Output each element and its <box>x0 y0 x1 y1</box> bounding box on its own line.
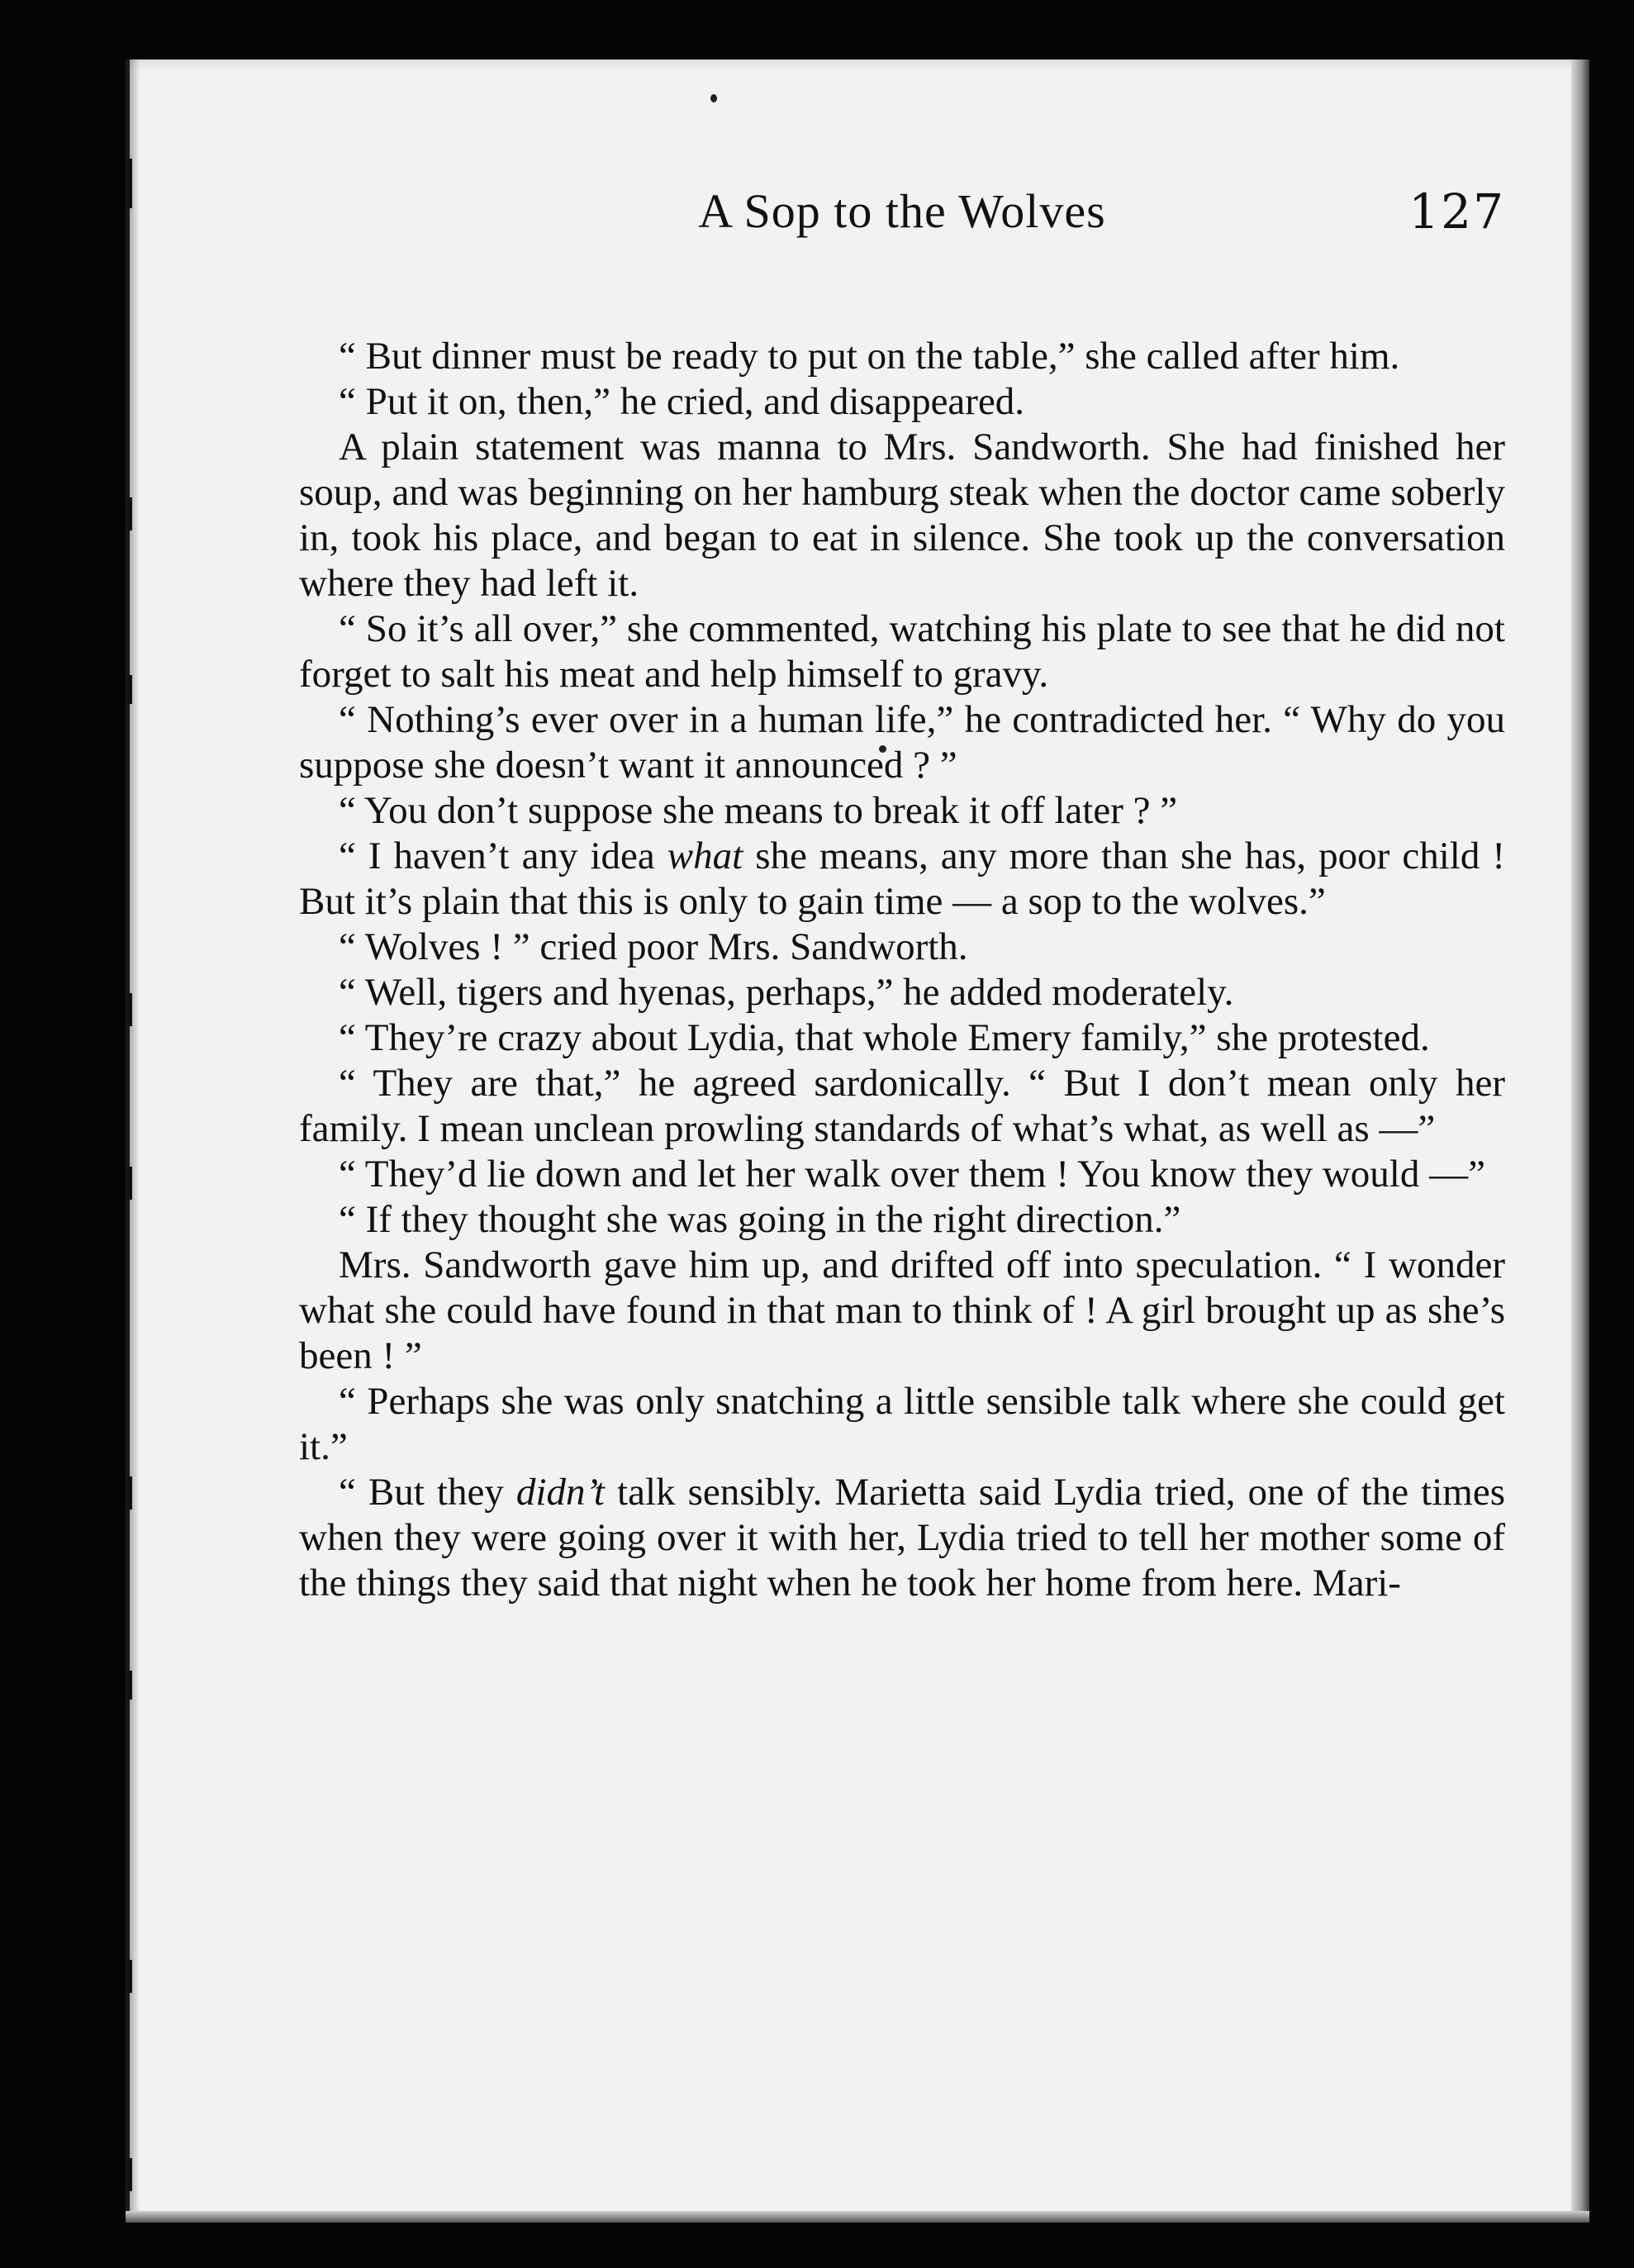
paragraph-text: “ But they <box>339 1471 516 1514</box>
gutter-mark <box>127 497 132 530</box>
paragraph: “ Well, tigers and hyenas, perhaps,” he added moderately. <box>339 971 1234 1014</box>
italic-emphasis: what <box>667 834 743 877</box>
paragraph: “ They are that,” he agreed sardonically. “ But I don’t mean only her family. I mean unclean prowling standards of what’s what, as well as —” <box>299 1062 1505 1150</box>
paragraph-text: “ I haven’t any idea <box>339 834 667 877</box>
page-header <box>299 183 1505 250</box>
scan-speck <box>710 94 717 102</box>
page-number: 127 <box>1408 183 1505 240</box>
paragraph: “ Nothing’s ever over in a human life,” he contradicted her. “ Why do you suppose she doesn’t want it announced ? ” <box>299 698 1505 787</box>
paragraph: Mrs. Sandworth gave him up, and drifted off into speculation. “ I wonder what she could have found in that man to think of ! A girl brought up as she’s been ! ” <box>299 1243 1505 1377</box>
paragraph <box>299 834 1505 925</box>
paragraph: “ But dinner must be ready to put on the table,” she called after him. <box>339 335 1400 378</box>
gutter-mark <box>127 993 132 1026</box>
italic-emphasis: didn’t <box>515 1471 605 1514</box>
paragraph: A plain statement was manna to Mrs. Sandworth. She had finished her soup, and was beginning on her hamburg steak when the doctor came soberly in, took his place, and began to eat in silence. She took up the conversation where they had left it. <box>299 426 1505 605</box>
paragraph: “ They’d lie down and let her walk over them ! You know they would —” <box>339 1153 1485 1196</box>
paragraph: “ You don’t suppose she means to break it off later ? ” <box>339 789 1178 832</box>
paragraph: “ They’re crazy about Lydia, that whole Emery family,” she protested. <box>339 1016 1430 1059</box>
paragraph: “ Put it on, then,” he cried, and disappeared. <box>339 380 1025 423</box>
paragraph-text: she means, any more than she has, poor child ! But it’s plain that this is only to gain time — a sop to the wolves.” <box>299 834 1505 923</box>
page-right-edge <box>1571 59 1589 2223</box>
paragraph-text: talk sensibly. Marietta said Lydia tried, one of the times when they were going over it with her, Lydia tried to tell her mother some of the things they said that night when he took her home from here. Mari- <box>299 1471 1506 1605</box>
gutter-shadow <box>130 59 140 2223</box>
paragraph: “ Wolves ! ” cried poor Mrs. Sandworth. <box>339 925 968 968</box>
paragraph: “ If they thought she was going in the right direction.” <box>339 1198 1181 1241</box>
gutter-mark <box>127 1960 132 1993</box>
paragraph: “ Perhaps she was only snatching a little sensible talk where she could get it.” <box>299 1380 1505 1468</box>
gutter-mark <box>127 1167 132 1200</box>
paragraph <box>299 1470 1505 1606</box>
book-page <box>126 59 1589 2223</box>
gutter-mark <box>127 159 132 208</box>
page-bottom-edge <box>126 2211 1589 2223</box>
gutter-mark <box>127 1671 132 1700</box>
gutter-mark <box>127 675 132 704</box>
paragraph: “ So it’s all over,” she commented, watching his plate to see that he did not forget to salt his meat and help himself to gravy. <box>299 607 1505 696</box>
gutter-mark <box>127 2158 132 2191</box>
body-text <box>299 334 1505 1606</box>
running-title: A Sop to the Wolves <box>698 184 1106 238</box>
gutter-mark <box>127 1476 132 1510</box>
